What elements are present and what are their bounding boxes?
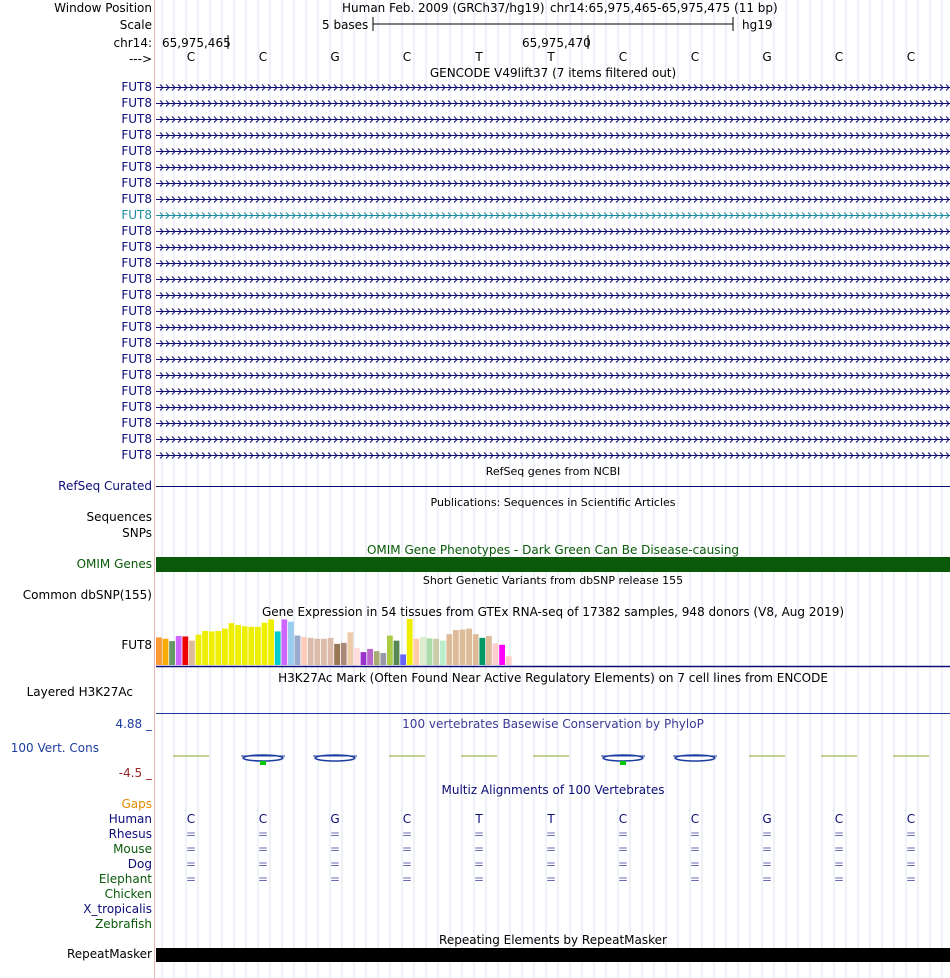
multiz-base: C [402, 812, 412, 826]
multiz-base: = [185, 827, 197, 841]
gtex-bar [321, 639, 327, 665]
gencode-transcript[interactable] [156, 291, 950, 300]
multiz-base: C [834, 812, 844, 826]
sequence-base: T [547, 50, 555, 64]
multiz-species-label[interactable]: X_tropicalis [83, 902, 152, 916]
multiz-base: = [401, 857, 413, 871]
assembly-title: Human Feb. 2009 (GRCh37/hg19) [342, 1, 545, 15]
cons-max: 4.88 _ [115, 717, 152, 731]
gtex-bar [281, 619, 287, 665]
gencode-transcript[interactable] [156, 99, 950, 108]
gtex-bar [394, 641, 400, 665]
multiz-base: = [761, 857, 773, 871]
sequence-base: G [762, 50, 772, 64]
multiz-base: = [617, 842, 629, 856]
multiz-base: = [473, 872, 485, 886]
strand-label: ---> [128, 52, 152, 66]
gencode-gene-label[interactable]: FUT8 [121, 112, 152, 126]
gencode-gene-label[interactable]: FUT8 [121, 400, 152, 414]
cons-value [673, 755, 717, 761]
gencode-transcript[interactable] [156, 147, 950, 156]
multiz-species-label[interactable]: Human [108, 812, 152, 826]
gtex-bar [235, 625, 241, 665]
multiz-base: = [401, 827, 413, 841]
multiz-base: = [257, 842, 269, 856]
gtex-bar [493, 643, 499, 665]
multiz-base: = [257, 827, 269, 841]
omim-label[interactable]: OMIM Genes [76, 557, 152, 571]
multiz-base: = [473, 857, 485, 871]
gtex-bar [460, 630, 466, 665]
gtex-bar [334, 644, 340, 665]
gencode-gene-label[interactable]: FUT8 [121, 256, 152, 270]
chrom-label: chr14: [113, 36, 152, 50]
repeatmasker-bar[interactable] [156, 948, 950, 962]
gtex-bar [380, 653, 386, 665]
multiz-base: = [257, 857, 269, 871]
multiz-species-label[interactable]: Zebrafish [95, 917, 152, 931]
gencode-transcript[interactable] [156, 323, 950, 332]
gencode-transcript[interactable] [156, 243, 950, 252]
multiz-base: T [547, 812, 555, 826]
multiz-base: = [257, 872, 269, 886]
gtex-bar [367, 649, 373, 665]
multiz-base: = [329, 857, 341, 871]
refseq-label[interactable]: RefSeq Curated [58, 479, 152, 493]
gtex-bar [314, 639, 320, 665]
gtex-bar [374, 651, 380, 665]
sequence-base: C [690, 50, 700, 64]
cons-value [241, 755, 285, 765]
gencode-gene-label[interactable]: FUT8 [121, 160, 152, 174]
multiz-base: = [689, 827, 701, 841]
multiz-base: = [473, 842, 485, 856]
gtex-bar [440, 641, 446, 665]
gencode-gene-label[interactable]: FUT8 [121, 368, 152, 382]
multiz-species-label[interactable]: Mouse [113, 842, 152, 856]
multiz-base: T [475, 812, 483, 826]
gencode-gene-label[interactable]: FUT8 [121, 320, 152, 334]
multiz-base: = [329, 872, 341, 886]
repeatmasker-label[interactable]: RepeatMasker [66, 947, 152, 961]
multiz-base: = [185, 857, 197, 871]
gencode-gene-label[interactable]: FUT8 [121, 240, 152, 254]
sequence-base: C [186, 50, 196, 64]
gtex-bar [354, 648, 360, 665]
gtex-bar [427, 638, 433, 665]
gtex-bar [248, 627, 254, 665]
sequence-base: C [258, 50, 268, 64]
multiz-base: = [185, 842, 197, 856]
gencode-transcript[interactable] [156, 195, 950, 204]
gtex-bar [229, 623, 235, 665]
multiz-base: = [329, 842, 341, 856]
gtex-bar [506, 656, 512, 665]
gaps-label[interactable]: Gaps [121, 797, 152, 811]
gencode-transcript[interactable] [156, 435, 950, 444]
h3k27ac-baseline [156, 713, 950, 714]
gencode-gene-label[interactable]: FUT8 [121, 336, 152, 350]
gtex-title: Gene Expression in 54 tissues from GTEx RNA-seq of 17382 samples, 948 donors (V8, Aug 2019) [261, 605, 845, 619]
cons-min: -4.5 _ [118, 766, 152, 780]
omim-bar[interactable] [156, 557, 950, 572]
gencode-transcript[interactable] [156, 83, 950, 92]
gencode-transcript[interactable] [156, 403, 950, 412]
multiz-base: = [545, 857, 557, 871]
refseq-track[interactable] [156, 486, 950, 487]
h3k27ac-title: H3K27Ac Mark (Often Found Near Active Regulatory Elements) on 7 cell lines from ENCODE [278, 671, 828, 685]
gencode-gene-label[interactable]: FUT8 [121, 272, 152, 286]
multiz-base: = [545, 872, 557, 886]
multiz-base: = [905, 872, 917, 886]
gtex-bar [361, 652, 367, 665]
gencode-gene-label[interactable]: FUT8 [121, 176, 152, 190]
gencode-gene-label[interactable]: FUT8 [121, 128, 152, 142]
gencode-transcript[interactable] [156, 419, 950, 428]
gtex-bar [275, 631, 281, 665]
gtex-bar [499, 645, 505, 665]
multiz-base: = [833, 842, 845, 856]
gencode-gene-label[interactable]: FUT8 [121, 304, 152, 318]
gencode-transcript[interactable] [156, 179, 950, 188]
sequence-base: G [330, 50, 340, 64]
multiz-species-label[interactable]: Chicken [104, 887, 152, 901]
gtex-bar [308, 638, 314, 665]
db-name: hg19 [742, 18, 773, 32]
h3k27ac-label[interactable]: Layered H3K27Ac [26, 685, 133, 699]
multiz-base: = [761, 872, 773, 886]
gtex-bar [182, 636, 188, 665]
conservation-plot[interactable] [156, 740, 950, 776]
cons-value [601, 755, 645, 765]
gencode-gene-label[interactable]: FUT8 [121, 208, 152, 222]
coord-left: 65,975,465 [162, 36, 231, 50]
multiz-base: G [762, 812, 772, 826]
multiz-base: C [258, 812, 268, 826]
gtex-bar [473, 634, 479, 665]
gtex-bar [453, 630, 459, 665]
multiz-base: C [618, 812, 628, 826]
gencode-transcript[interactable] [156, 163, 950, 172]
gtex-bar [347, 632, 353, 665]
multiz-base: = [473, 827, 485, 841]
gtex-bar [420, 637, 426, 665]
multiz-base: = [401, 842, 413, 856]
gencode-transcript[interactable] [156, 227, 950, 236]
multiz-species-label[interactable]: Elephant [98, 872, 152, 886]
dbsnp-title: Short Genetic Variants from dbSNP release 155 [422, 574, 684, 587]
multiz-base: = [905, 842, 917, 856]
gtex-bar [209, 631, 215, 665]
gencode-transcript[interactable] [156, 371, 950, 380]
gtex-bar [341, 643, 347, 665]
multiz-base: = [545, 842, 557, 856]
gencode-transcript[interactable] [156, 307, 950, 316]
multiz-base: = [905, 857, 917, 871]
gtex-bar [215, 631, 221, 665]
sequence-base: C [906, 50, 916, 64]
sequence-base: C [834, 50, 844, 64]
gencode-transcript[interactable] [156, 131, 950, 140]
multiz-base: = [761, 827, 773, 841]
gtex-bar [169, 641, 175, 665]
gtex-bar [288, 622, 294, 665]
cons-value [313, 755, 357, 761]
position-title: chr14:65,975,465-65,975,475 (11 bp) [550, 1, 778, 15]
gtex-bar [222, 629, 228, 665]
gencode-transcript[interactable] [156, 259, 950, 268]
repeatmasker-title: Repeating Elements by RepeatMasker [439, 933, 667, 947]
gtex-bar [268, 619, 274, 665]
multiz-base: = [617, 872, 629, 886]
gtex-bar [407, 619, 413, 665]
gencode-gene-label[interactable]: FUT8 [121, 192, 152, 206]
gtex-bar [387, 636, 393, 665]
gtex-bar [202, 631, 208, 665]
snps-label[interactable]: SNPs [122, 526, 152, 540]
gtex-bar [486, 636, 492, 665]
gtex-bar [479, 638, 485, 665]
multiz-base: = [833, 827, 845, 841]
dbsnp-label[interactable]: Common dbSNP(155) [22, 588, 152, 602]
gencode-gene-label[interactable]: FUT8 [121, 416, 152, 430]
multiz-base: = [689, 842, 701, 856]
refseq-title: RefSeq genes from NCBI [485, 465, 621, 478]
gencode-transcript[interactable] [156, 275, 950, 284]
gtex-bar [466, 629, 472, 665]
gtex-bar [433, 639, 439, 665]
multiz-title: Multiz Alignments of 100 Vertebrates [441, 783, 665, 797]
gencode-gene-label[interactable]: FUT8 [121, 384, 152, 398]
publications-title: Publications: Sequences in Scientific Articles [430, 496, 676, 509]
cons-label[interactable]: 100 Vert. Cons [10, 741, 99, 755]
gtex-bar [413, 639, 419, 665]
multiz-base: = [617, 857, 629, 871]
gtex-bar [242, 626, 248, 665]
multiz-base: = [329, 827, 341, 841]
multiz-base: G [330, 812, 340, 826]
gtex-bar [446, 634, 452, 665]
gencode-gene-label[interactable]: FUT8 [121, 352, 152, 366]
gencode-gene-label[interactable]: FUT8 [121, 96, 152, 110]
gencode-title: GENCODE V49lift37 (7 items filtered out) [429, 66, 677, 80]
sequences-label[interactable]: Sequences [86, 510, 152, 524]
multiz-species-label[interactable]: Dog [127, 857, 152, 871]
gtex-bar [189, 641, 195, 665]
gencode-gene-label[interactable]: FUT8 [121, 224, 152, 238]
gtex-bar [255, 627, 261, 665]
gencode-gene-label[interactable]: FUT8 [121, 80, 152, 94]
scale-text: 5 bases [322, 18, 369, 32]
gtex-bar [163, 639, 169, 665]
gencode-gene-label[interactable]: FUT8 [121, 448, 152, 462]
gtex-bar [328, 638, 334, 665]
multiz-base: = [689, 857, 701, 871]
gtex-bar [301, 637, 307, 665]
gencode-transcript[interactable] [156, 451, 950, 460]
window-position-label: Window Position [54, 1, 152, 15]
multiz-base: = [545, 827, 557, 841]
cons-title: 100 vertebrates Basewise Conservation by PhyloP [402, 717, 704, 731]
gtex-bar [295, 636, 301, 665]
multiz-base: = [761, 842, 773, 856]
multiz-base: = [617, 827, 629, 841]
gtex-gene-label[interactable]: FUT8 [121, 638, 152, 652]
multiz-base: = [833, 857, 845, 871]
multiz-base: C [906, 812, 916, 826]
gencode-transcript[interactable] [156, 355, 950, 364]
multiz-species-label[interactable]: Rhesus [108, 827, 152, 841]
multiz-base: = [401, 872, 413, 886]
gencode-gene-label[interactable]: FUT8 [121, 144, 152, 158]
gtex-bar [400, 654, 406, 665]
sequence-base: T [475, 50, 483, 64]
sequence-base: C [402, 50, 412, 64]
gtex-bar [156, 637, 162, 665]
multiz-base: = [833, 872, 845, 886]
gencode-transcript[interactable] [156, 339, 950, 348]
gtex-bar [176, 636, 182, 665]
gencode-gene-label[interactable]: FUT8 [121, 432, 152, 446]
gencode-transcript[interactable] [156, 115, 950, 124]
multiz-base: C [690, 812, 700, 826]
multiz-base: = [905, 827, 917, 841]
gtex-bar [262, 623, 268, 665]
sequence-base: C [618, 50, 628, 64]
omim-title: OMIM Gene Phenotypes - Dark Green Can Be Disease-causing [366, 543, 740, 557]
multiz-base: = [689, 872, 701, 886]
gencode-transcript[interactable] [156, 211, 950, 220]
multiz-base: C [186, 812, 196, 826]
multiz-base: = [185, 872, 197, 886]
gencode-gene-label[interactable]: FUT8 [121, 288, 152, 302]
gtex-bar [196, 635, 202, 665]
scale-label: Scale [119, 18, 152, 32]
gencode-transcript[interactable] [156, 387, 950, 396]
gtex-bar-chart[interactable] [156, 618, 950, 668]
coord-mid: 65,975,470 [522, 36, 591, 50]
